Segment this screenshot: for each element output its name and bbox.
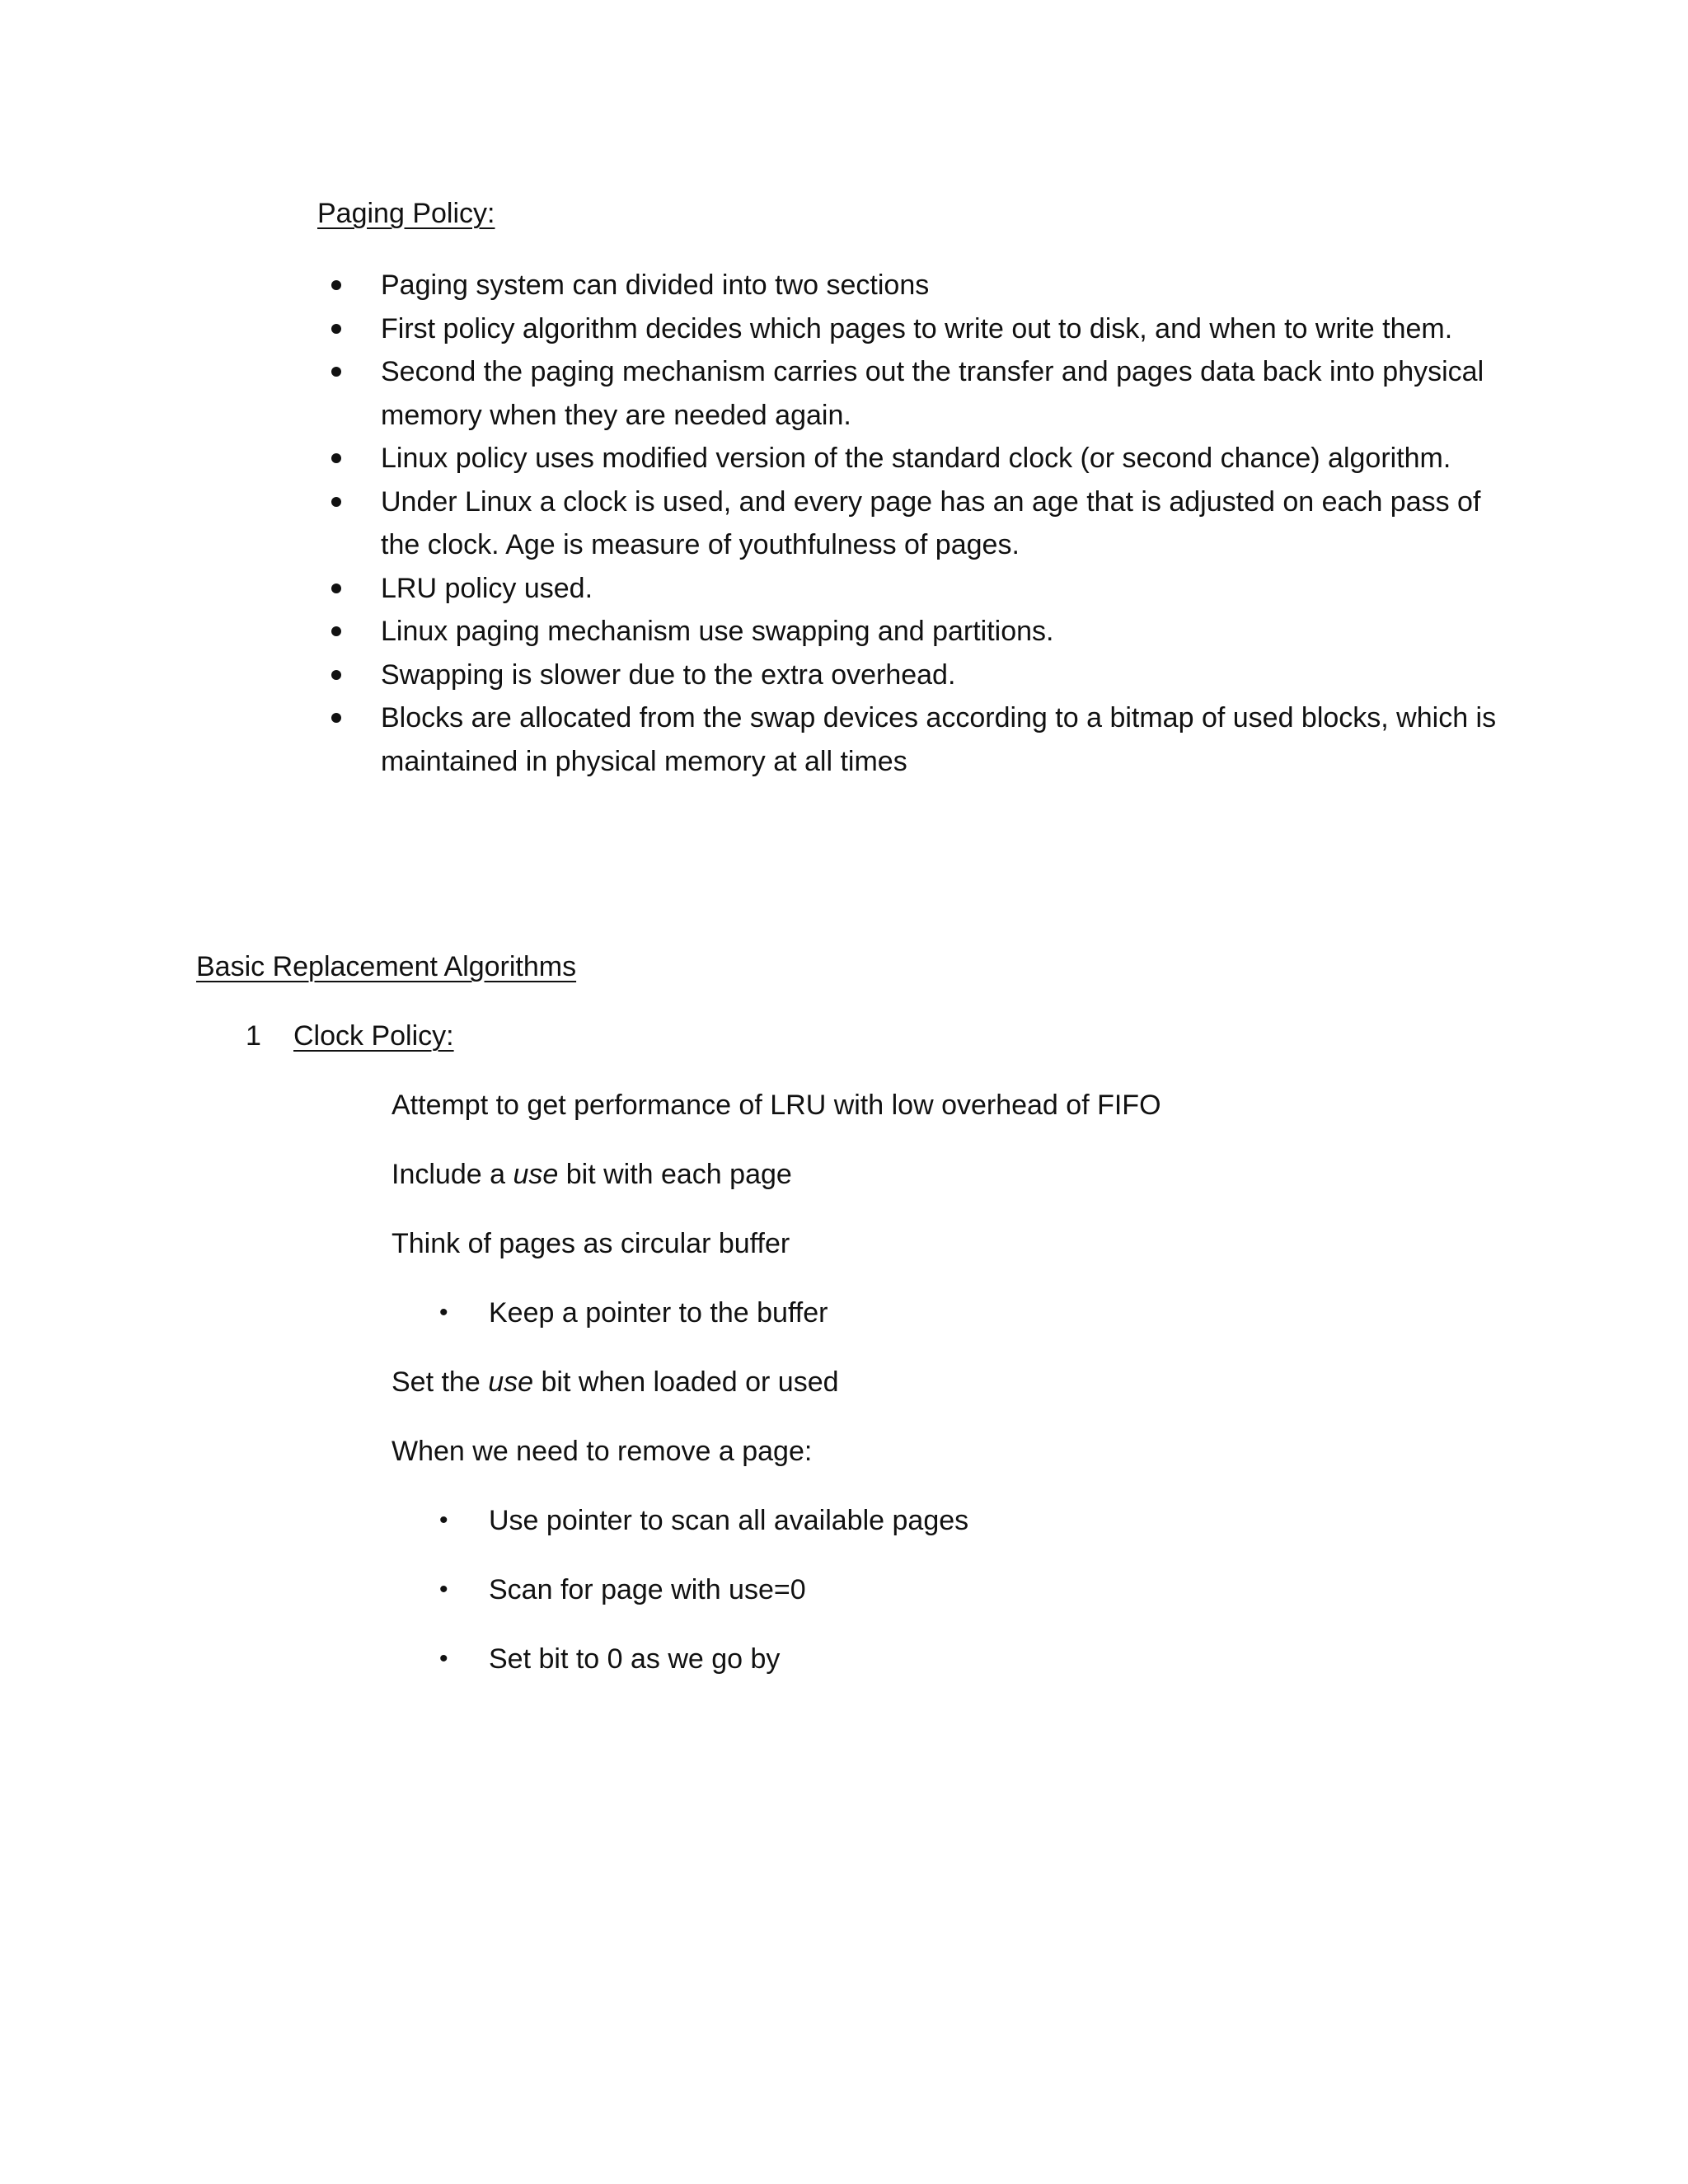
paging-policy-heading: Paging Policy: — [317, 198, 495, 229]
list-item-text: LRU policy used. — [381, 572, 593, 604]
list-item-text: Linux policy uses modified version of the standard clock (or second chance) algorithm. — [381, 443, 1451, 474]
list-item-text: Under Linux a clock is used, and every page has an age that is adjusted on each pass of the clock. Age is measure of youthfulness of pages. — [381, 485, 1481, 560]
clock-sub-pointer: Keep a pointer to the buffer — [489, 1297, 828, 1329]
bullet-icon — [331, 670, 341, 680]
clock-sub-scan-use0: Scan for page with use=0 — [489, 1574, 806, 1605]
list-item — [330, 264, 1500, 307]
clock-line-use-bit — [392, 1158, 792, 1191]
bullet-icon — [331, 324, 341, 334]
bullet-icon — [331, 713, 341, 723]
clock-sub-set-bit: Set bit to 0 as we go by — [489, 1643, 781, 1675]
clock-line-remove: When we need to remove a page: — [392, 1436, 813, 1467]
replacement-heading: Basic Replacement Algorithms — [196, 951, 577, 982]
list-item-text: Swapping is slower due to the extra overhead. — [381, 658, 956, 691]
clock-line-use-bit-post: bit with each page — [558, 1159, 792, 1190]
clock-line-set-use — [392, 1366, 839, 1399]
bullet-icon: • — [439, 1299, 448, 1326]
list-item — [330, 696, 1500, 783]
paging-policy-list — [330, 264, 1500, 783]
clock-line-use-bit-pre: Include a — [392, 1159, 513, 1190]
list-item — [330, 437, 1500, 480]
bullet-icon: • — [439, 1645, 448, 1672]
list-item-text: Blocks are allocated from the swap devices according to a bitmap of used blocks, which is maintained in physical memory at all times — [381, 702, 1497, 777]
clock-line-set-use-em: use — [488, 1366, 534, 1398]
clock-policy-title: Clock Policy: — [293, 1020, 454, 1052]
item-number: 1 — [246, 1020, 261, 1052]
bullet-icon — [331, 583, 341, 593]
bullet-icon — [331, 497, 341, 507]
clock-line-circular: Think of pages as circular buffer — [392, 1228, 790, 1259]
list-item — [330, 654, 1500, 697]
list-item-text: Linux paging mechanism use swapping and partitions. — [381, 616, 1054, 647]
list-item — [330, 567, 1500, 611]
list-item — [330, 307, 1500, 351]
clock-line-use-bit-em: use — [513, 1159, 559, 1190]
bullet-icon — [331, 626, 341, 636]
list-item-text: Second the paging mechanism carries out the transfer and pages data back into physical memory when they are needed again. — [381, 356, 1484, 431]
bullet-icon — [331, 453, 341, 463]
clock-line-set-use-post: bit when loaded or used — [533, 1366, 839, 1398]
list-item — [330, 610, 1500, 654]
bullet-icon — [331, 280, 341, 290]
clock-sub-scan-all: Use pointer to scan all available pages — [489, 1505, 969, 1536]
list-item-text: First policy algorithm decides which pages to write out to disk, and when to write them. — [381, 312, 1453, 344]
clock-line-set-use-pre: Set the — [392, 1366, 489, 1398]
clock-line-performance: Attempt to get performance of LRU with low overhead of FIFO — [392, 1090, 1161, 1121]
bullet-icon: • — [439, 1576, 448, 1603]
bullet-icon — [331, 367, 341, 377]
list-item — [330, 480, 1500, 567]
bullet-icon: • — [439, 1507, 448, 1534]
list-item — [330, 350, 1500, 437]
list-item-text: Paging system can divided into two sections — [381, 269, 930, 301]
